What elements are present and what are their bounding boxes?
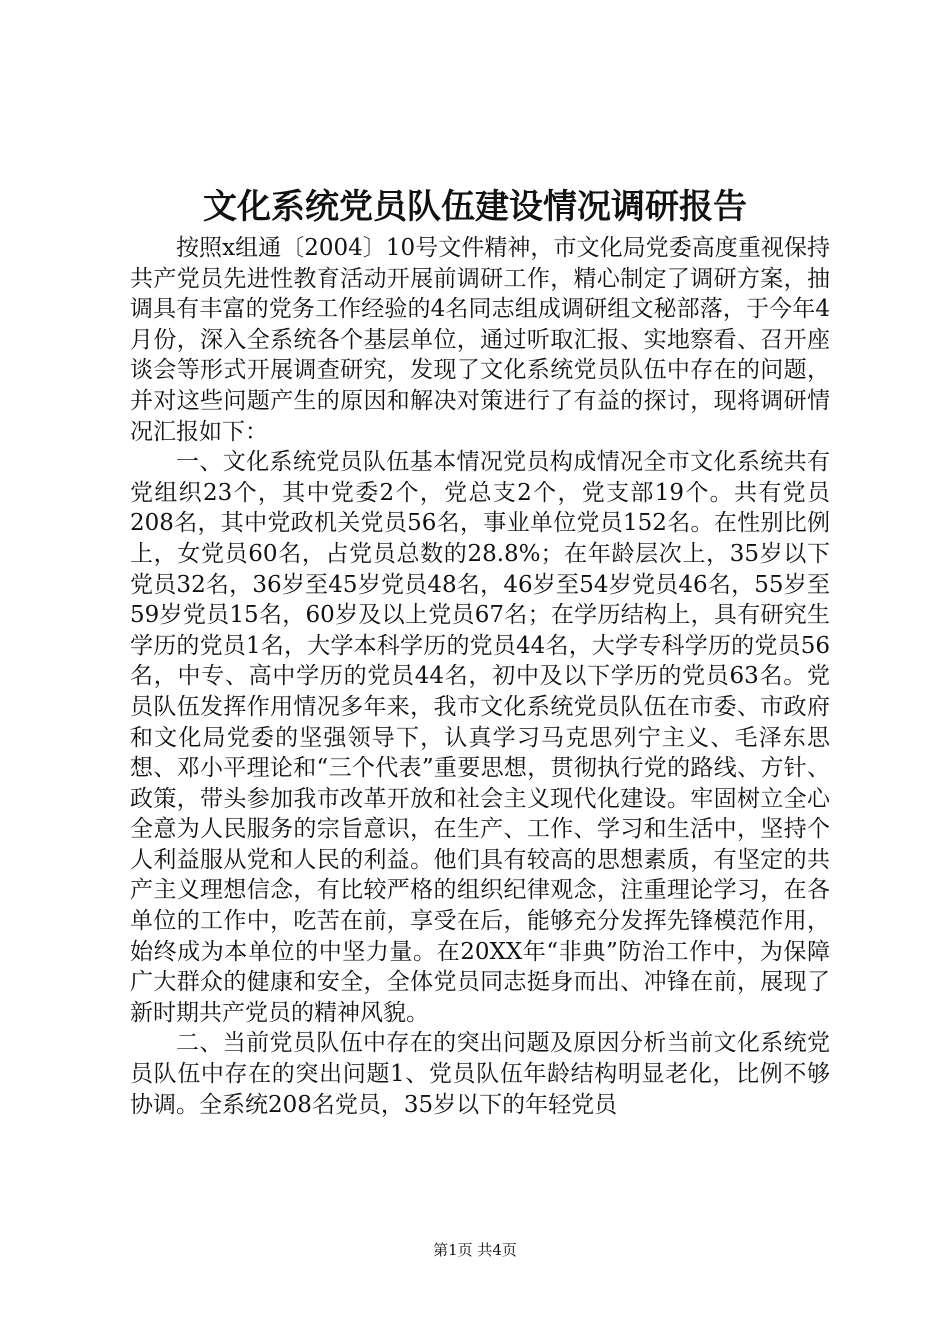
paragraph-section-1: 一、文化系统党员队伍基本情况党员构成情况全市文化系统共有党组织23个，其中党委2个，党总支2个，党支部19个。共有党员208名，其中党政机关党员56名，事业单位党员152名。在性别比例上，女党员60名，占党员总数的28.8%；在年龄层次上，35岁以下党员32名，36岁至45岁党员48名，46岁至54岁党员46名，55岁至59岁党员15名，60岁及以上党员67名；在学历结构上，具有研究生学历的党员1名，大学本科学历的党员44名，大学专科学历的党员56名，中专、高中学历的党员44名，初中及以下学历的党员63名。党员队伍发挥作用情况多年来，我市文化系统党员队伍在市委、市政府和文化局党委的坚强领导下，认真学习马克思列宁主义、毛泽东思想、邓小平理论和“三个代表”重要思想，贯彻执行党的路线、方针、政策，带头参加我市改革开放和社会主义现代化建设。牢固树立全心全意为人民服务的宗旨意识，在生产、工作、学习和生活中，坚持个人利益服从党和人民的利益。他们具有较高的思想素质，有坚定的共产主义理想信念，有比较严格的组织纪律观念，注重理论学习，在各单位的工作中，吃苦在前，享受在后，能够充分发挥先锋模范作用，始终成为本单位的中坚力量。在20XX年“非典”防治工作中，为保障广大群众的健康和安全，全体党员同志挺身而出、冲锋在前，展现了新时期共产党员的精神风貌。 [130,449,830,1026]
paragraph-intro: 按照x组通〔2004〕10号文件精神，市文化局党委高度重视保持共产党员先进性教育活动开展前调研工作，精心制定了调研方案，抽调具有丰富的党务工作经验的4名同志组成调研组文秘部落，于今年4月份，深入全系统各个基层单位，通过听取汇报、实地察看、召开座谈会等形式开展调查研究，发现了文化系统党员队伍中存在的问题，并对这些问题产生的原因和解决对策进行了有益的探讨，现将调研情况汇报如下： [130,235,830,445]
page-footer: 第1页 共4页 [433,1241,517,1259]
document-title: 文化系统党员队伍建设情况调研报告 [203,187,747,227]
document-body [130,233,830,1120]
paragraph-section-2: 二、当前党员队伍中存在的突出问题及原因分析当前文化系统党员队伍中存在的突出问题1、党员队伍年龄结构明显老化，比例不够协调。全系统208名党员，35岁以下的年轻党员 [130,1030,830,1118]
